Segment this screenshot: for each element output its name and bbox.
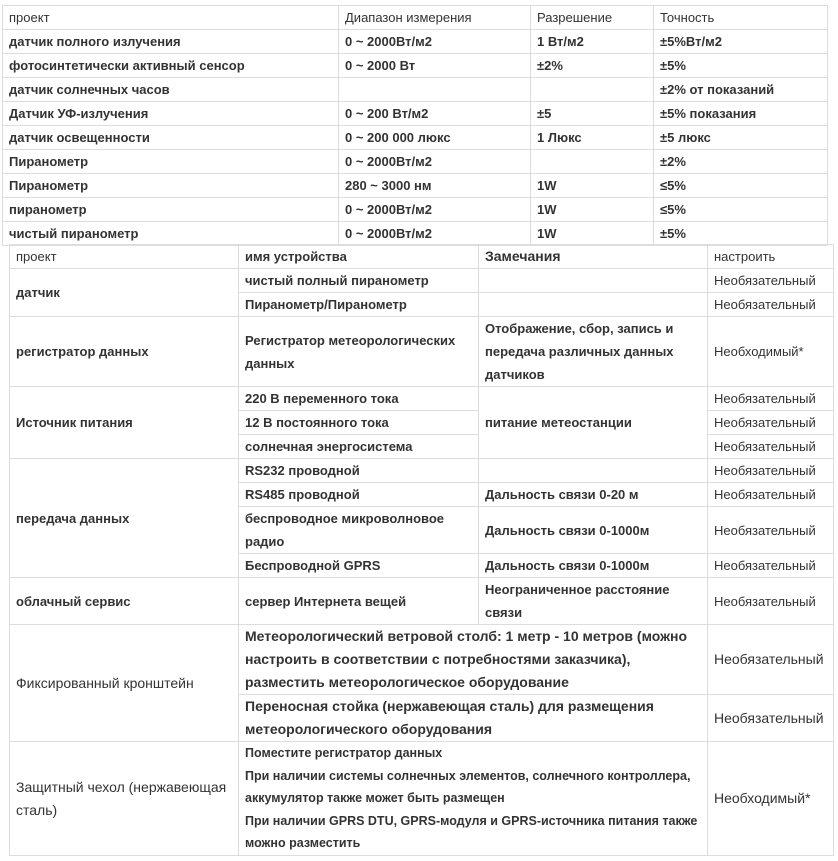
- spec-table-row: [3, 78, 828, 102]
- spec-range: 0 ~ 200 Вт/м2: [339, 102, 531, 126]
- device-description: Переносная стойка (нержавеющая сталь) для размещения метеорологического оборудования: [239, 695, 708, 742]
- device-name: солнечная энергосистема: [239, 435, 479, 459]
- device-description: Метеорологический ветровой столб: 1 метр - 10 метров (можно настроить в соответствии с потребностями заказчика), разместить метеорологическое оборудование: [239, 625, 708, 695]
- config-header-notes: Замечания: [479, 245, 708, 269]
- spec-accuracy: ±5%: [654, 54, 828, 78]
- group-project-cover: Защитный чехол (нержавеющая сталь): [10, 742, 239, 856]
- spec-project: пиранометр: [3, 198, 339, 222]
- spec-range: 0 ~ 2000Вт/м2: [339, 198, 531, 222]
- config-value: Необязательный: [708, 625, 834, 695]
- spec-resolution: [531, 150, 654, 174]
- spec-table-row: [3, 222, 828, 246]
- spec-table-row: [3, 102, 828, 126]
- spec-range: [339, 78, 531, 102]
- spec-table-row: [3, 174, 828, 198]
- config-row: [10, 269, 834, 293]
- device-note: Отображение, сбор, запись и передача различных данных датчиков: [479, 317, 708, 387]
- spec-table-row: [3, 54, 828, 78]
- group-project-power: Источник питания: [10, 387, 239, 459]
- cover-line: Поместите регистратор данных: [245, 746, 443, 761]
- spec-range: 280 ~ 3000 нм: [339, 174, 531, 198]
- config-value: Необязательный: [708, 411, 834, 435]
- config-value: Необязательный: [708, 459, 834, 483]
- spec-project: фотосинтетически активный сенсор: [3, 54, 339, 78]
- spec-header-accuracy: Точность: [654, 6, 828, 30]
- cover-line: При наличии GPRS DTU, GPRS-модуля и GPRS-источника питания также можно разместить: [245, 813, 698, 851]
- device-note: [479, 269, 708, 293]
- config-value: Необязательный: [708, 387, 834, 411]
- device-name: чистый полный пиранометр: [239, 269, 479, 293]
- spec-project: датчик освещенности: [3, 126, 339, 150]
- device-name: 12 В постоянного тока: [239, 411, 479, 435]
- group-project-logger: регистратор данных: [10, 317, 239, 387]
- spec-project: Пиранометр: [3, 174, 339, 198]
- spec-resolution: 1W: [531, 198, 654, 222]
- cover-line: При наличии системы солнечных элементов, солнечного контроллера, аккумулятор также может быть размещен: [245, 768, 691, 806]
- spec-resolution: 1W: [531, 174, 654, 198]
- config-table-header-row: [10, 245, 834, 269]
- spec-header-resolution: Разрешение: [531, 6, 654, 30]
- spec-project: Датчик УФ-излучения: [3, 102, 339, 126]
- spec-table-row: [3, 198, 828, 222]
- config-row: [10, 625, 834, 695]
- device-name: 220 В переменного тока: [239, 387, 479, 411]
- config-value: Необязательный: [708, 578, 834, 625]
- device-name: сервер Интернета вещей: [239, 578, 479, 625]
- spec-accuracy: ±5% показания: [654, 102, 828, 126]
- configuration-table: [9, 244, 834, 856]
- spec-range: 0 ~ 2000Вт/м2: [339, 150, 531, 174]
- device-note: [479, 293, 708, 317]
- spec-project: Пиранометр: [3, 150, 339, 174]
- config-value: Необязательный: [708, 507, 834, 554]
- device-description: [239, 742, 708, 856]
- spec-resolution: [531, 78, 654, 102]
- sensor-spec-table: [2, 5, 828, 246]
- config-row: [10, 578, 834, 625]
- spec-range: 0 ~ 2000 Вт: [339, 54, 531, 78]
- config-row: [10, 317, 834, 387]
- spec-range: 0 ~ 2000Вт/м2: [339, 222, 531, 246]
- spec-accuracy: ≤5%: [654, 198, 828, 222]
- config-header-device: имя устройства: [239, 245, 479, 269]
- spec-accuracy: ±2% от показаний: [654, 78, 828, 102]
- spec-table-row: [3, 150, 828, 174]
- config-value: Необязательный: [708, 435, 834, 459]
- spec-accuracy: ±5%: [654, 222, 828, 246]
- config-value: Необходимый*: [708, 317, 834, 387]
- config-value: Необязательный: [708, 293, 834, 317]
- spec-accuracy: ±2%: [654, 150, 828, 174]
- device-name: RS232 проводной: [239, 459, 479, 483]
- config-value: Необязательный: [708, 695, 834, 742]
- config-row: [10, 742, 834, 856]
- spec-table-row: [3, 126, 828, 150]
- group-project-sensor: датчик: [10, 269, 239, 317]
- config-header-configure: настроить: [708, 245, 834, 269]
- device-note: [479, 459, 708, 483]
- spec-resolution: 1 Люкс: [531, 126, 654, 150]
- spec-range: 0 ~ 2000Вт/м2: [339, 30, 531, 54]
- config-header-project: проект: [10, 245, 239, 269]
- config-value: Необязательный: [708, 554, 834, 578]
- device-note: питание метеостанции: [479, 387, 708, 459]
- spec-project: чистый пиранометр: [3, 222, 339, 246]
- spec-accuracy: ±5 люкс: [654, 126, 828, 150]
- spec-resolution: 1 Вт/м2: [531, 30, 654, 54]
- config-row: [10, 459, 834, 483]
- spec-header-range: Диапазон измерения: [339, 6, 531, 30]
- device-name: Регистратор метеорологических данных: [239, 317, 479, 387]
- spec-table-header-row: [3, 6, 828, 30]
- spec-accuracy: ≤5%: [654, 174, 828, 198]
- group-project-cloud: облачный сервис: [10, 578, 239, 625]
- spec-resolution: ±2%: [531, 54, 654, 78]
- spec-resolution: ±5: [531, 102, 654, 126]
- group-project-transmission: передача данных: [10, 459, 239, 578]
- device-note: Дальность связи 0-20 м: [479, 483, 708, 507]
- config-row: [10, 387, 834, 411]
- config-value: Необходимый*: [708, 742, 834, 856]
- spec-accuracy: ±5%Вт/м2: [654, 30, 828, 54]
- device-name: Пиранометр/Пиранометр: [239, 293, 479, 317]
- spec-project: датчик солнечных часов: [3, 78, 339, 102]
- spec-project: датчик полного излучения: [3, 30, 339, 54]
- device-name: RS485 проводной: [239, 483, 479, 507]
- spec-resolution: 1W: [531, 222, 654, 246]
- device-note: Неограниченное расстояние связи: [479, 578, 708, 625]
- device-note: Дальность связи 0-1000м: [479, 554, 708, 578]
- config-value: Необязательный: [708, 269, 834, 293]
- device-name: беспроводное микроволновое радио: [239, 507, 479, 554]
- group-project-bracket: Фиксированный кронштейн: [10, 625, 239, 742]
- device-note: Дальность связи 0-1000м: [479, 507, 708, 554]
- spec-header-project: проект: [3, 6, 339, 30]
- spec-table-row: [3, 30, 828, 54]
- device-name: Беспроводной GPRS: [239, 554, 479, 578]
- config-value: Необязательный: [708, 483, 834, 507]
- spec-range: 0 ~ 200 000 люкс: [339, 126, 531, 150]
